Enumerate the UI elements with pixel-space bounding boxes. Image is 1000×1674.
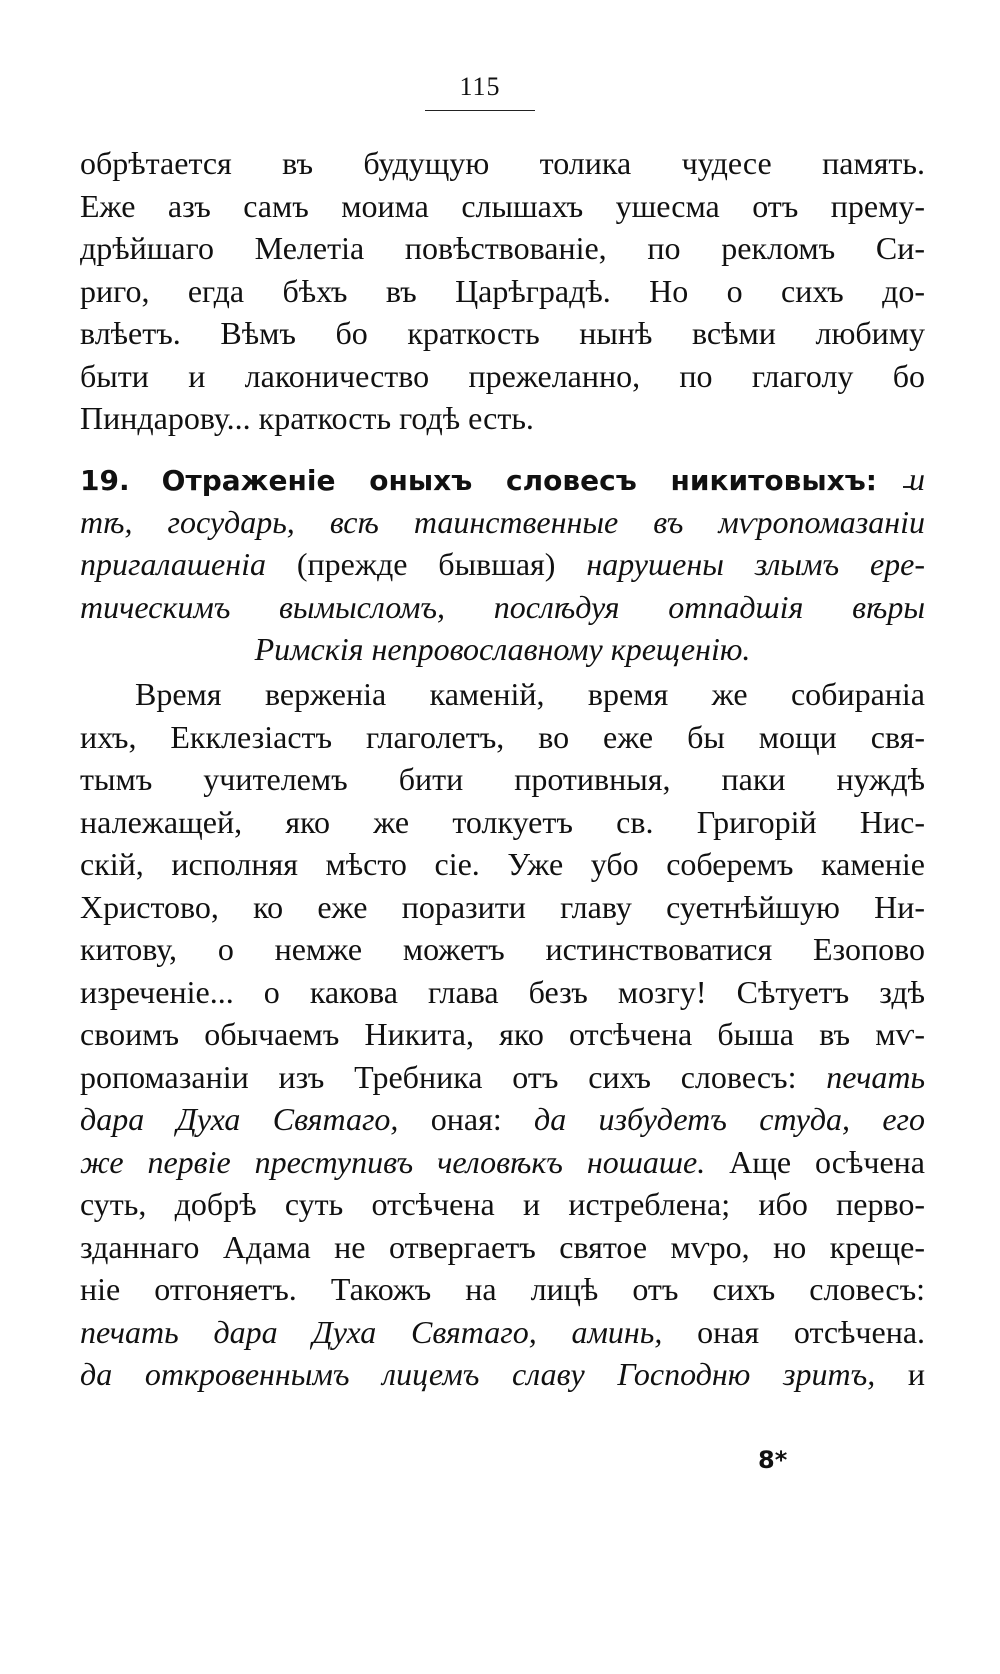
text-line: належащей, яко же толкуетъ св. Григорій Нис- (80, 803, 925, 840)
paragraph-1 (80, 142, 925, 440)
heading-segment: нарушены злымъ ере- (586, 546, 926, 582)
heading-line: тическимъ вымысломъ, послѣдуя отпадшія вѣры (80, 588, 925, 625)
text-segment: оная: (430, 1101, 502, 1137)
text-segment: дара Духа Святаго, (80, 1101, 399, 1137)
page-number: 115 (459, 72, 501, 101)
text-line (80, 1353, 925, 1396)
text-line: своимъ обычаемъ Никита, яко отсѣчена быша въ мѵ- (80, 1016, 925, 1052)
text-line: изреченіе... о какова глава безъ мозгу! Сѣтуетъ здѣ (80, 973, 925, 1010)
text-segment: да откровеннымъ лицемъ славу Господню зритъ, (80, 1356, 876, 1392)
text-line: риго, егда бѣхъ въ Царѣградѣ. Но о сихъ до- (80, 272, 925, 309)
text-segment: печать дара Духа Святаго, аминь, (80, 1313, 663, 1350)
heading-word: и (909, 461, 925, 497)
heading-segment: (прежде бывшая) (296, 546, 556, 582)
heading-line: Римскія непровославному крещенію. (254, 631, 751, 667)
text-line: быти и лаконичество прежеланно, по глаголу бо (80, 357, 925, 394)
section-heading (80, 458, 925, 671)
text-line: ніе отгоняетъ. Такожъ на лицѣ отъ сихъ словесъ: (80, 1271, 925, 1307)
text-line (80, 1098, 925, 1141)
heading-line (80, 543, 925, 586)
text-line: зданнаго Адама не отвергаетъ святое мѵро, но креще- (80, 1228, 925, 1265)
text-line: Еже азъ самъ моима слышахъ ушесма отъ прему- (80, 187, 925, 224)
page-number-rule (425, 110, 535, 111)
text-line (80, 1311, 925, 1354)
text-segment: ропомазаніи изъ Требника отъ сихъ словесъ: (80, 1058, 797, 1095)
text-line: тымъ учителемъ бити противныя, паки нуждѣ (80, 761, 925, 797)
text-line: влѣетъ. Вѣмъ бо краткость нынѣ всѣми любиму (80, 315, 925, 351)
section-title: Отраженіе оныхъ словесъ никитовыхъ: (161, 464, 877, 497)
text-segment: оная отсѣчена. (697, 1313, 926, 1350)
heading-segment: пригалашеніа (80, 546, 266, 582)
text-line: дрѣйшаго Мелетіа повѣствованіе, по рекломъ Си- (80, 230, 925, 266)
text-segment: Аще осѣчена (729, 1143, 926, 1180)
text-line (80, 1056, 925, 1099)
text-line: скій, исполняя мѣсто сіе. Уже убо соберемъ каменіе (80, 846, 925, 882)
text-line: Христово, ко еже поразити главу суетнѣйшую Ни- (80, 888, 925, 925)
text-segment: да избудетъ студа, его (534, 1101, 926, 1137)
text-line (80, 1141, 925, 1184)
text-line: обрѣтается въ будущую толика чудесе память. (80, 145, 925, 181)
text-segment: и (907, 1356, 926, 1392)
heading-line (80, 458, 925, 501)
signature-mark: 8* (758, 1446, 788, 1474)
text-line: Время верженіа каменій, время же собираніа (135, 676, 925, 712)
text-line: ихъ, Екклезіастъ глаголетъ, во еже бы мощи свя- (80, 718, 925, 755)
section-number: 19. (80, 464, 130, 497)
text-line: суть, добрѣ суть отсѣчена и истреблена; ибо перво- (80, 1186, 925, 1222)
text-segment: печать (826, 1058, 926, 1095)
text-line: китову, о немже можетъ истинствоватися Езопово (80, 931, 925, 967)
text-segment: же первіе преступивъ человѣкъ ношаше. (80, 1143, 706, 1180)
text-line: Пиндарову... краткость годѣ есть. (80, 400, 534, 436)
paragraph-2 (80, 673, 925, 1396)
heading-line: тѣ, государь, всѣ таинственные въ мѵропомазаніи (80, 503, 925, 540)
